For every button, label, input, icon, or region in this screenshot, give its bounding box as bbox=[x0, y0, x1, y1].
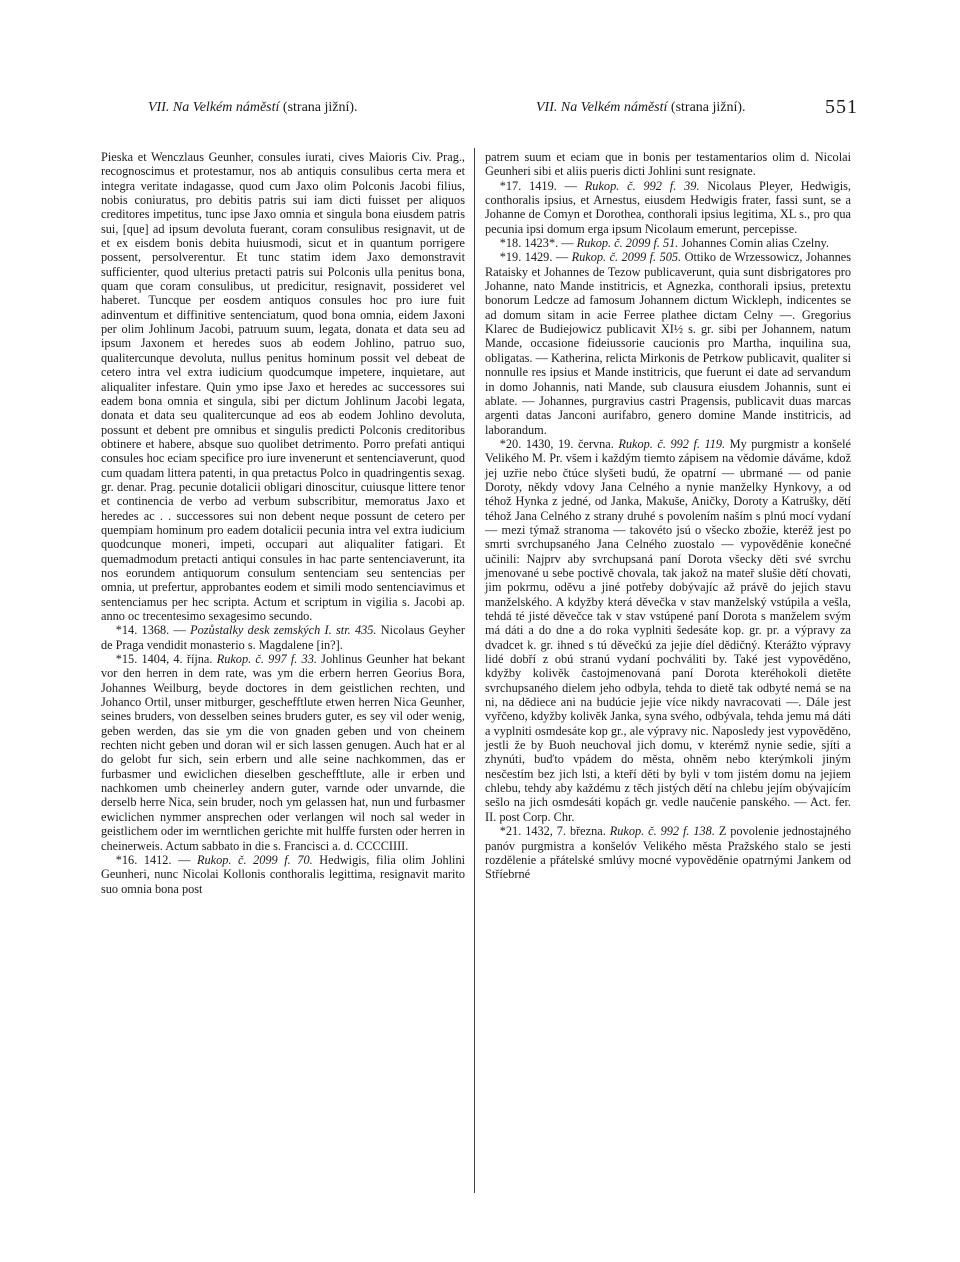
header-left-suffix: (strana jižní). bbox=[282, 100, 358, 115]
header-right-title: VII. Na Velkém náměstí bbox=[536, 100, 668, 115]
header-left bbox=[148, 100, 358, 116]
entry-text: Nicolaus Pleyer, Hedwigis, conthoralis ipsius, et Arnestus, eiusdem Hedwigis frater, fassi sunt, se a Johanne de Comyn et Dorothea, conthorali ipsius legitima, XL s., pro qua pecunia ipsi domum erga ipsum Nicolaum emerunt, percepisse. bbox=[485, 178, 852, 236]
entry-citation: Rukop. č. 992 f. 138. bbox=[609, 824, 715, 839]
paragraph-document-13-continued: Pieska et Wenczlaus Geunher, consules iurati, cives Maioris Civ. Prag., recognoscimus et protestamur, nos ab antiquis consulibus certa mera et integra veritate indagasse, quod cum Jaxo olim Polconis Jacobi filius, nobis coniuratus, pro debitis patris sui iam dicti fuisset per aliquos creditores impetitus, tunc ipse Jaxo omnia et singula bona eiusdem patris sui, [que] ad ipsum devoluta fuerant, coram consulibus resignavit, ut de et ex eisdem bonis debita huiusmodi, sicut et in quantum porrigere possent, persolverentur. Et tunc statim idem Jaxo demonstravit sufficienter, quod ulterius pretacti patris sui Polconis ulla penitus bona, quam que coram consulibus, ut predicitur, resignavit, possideret vel haberet. Tuncque per eosdem antiquos consules hoc pro iure fuit adinventum et diffinitive sentenciatum, quod bona omnia, eidem Jaxoni per olim Johlinum Jacobi, patruum suum, legata, donata et data seu ad ipsum Jaxonem et heredes suos ab eodem Johlino, patruo suo, qualitercunque devoluta, nullus penitus hominum possit vel debeat de cetero intra vel extra iudicium quodcumque impetere, inquietare, aut aliqualiter infestare. Quin ymo ipse Jaxo et heredes ac successores sui eadem bona omnia et singula, sibi per dictum Johlinum Jacobi legata, donata et data seu qualitercunque ad eos ab eodem Johlino devoluta, possunt et debent pre omnibus et singulis predicti Polconis creditoribus obtinere et habere, absque suo quolibet detrimento. Porro prefati antiqui consules hoc eciam specifice pro iure invenerunt et sentenciaverunt, quod cum quadam littera patenti, in qua pretactus Polco in quadringentis sexag. gr. denar. Prag. pecunie dotalicii obligari dinoscitur, cuiusque littere tenor et continencia de verbo ad verbum subscribitur, memoratus Jaxo et heredes ac . . successores sui non debent neque possunt de cetero per quempiam hominum pro eadem dotalicii pecunia intra vel extra iudicium quodcunque moneri, impeti, occupari aut aliqualiter fatigari. Et quemadmodum pretacti antiqui consules in hac parte sentenciaverunt, ita nos eorundem antiquorum consulum sentenciam seu sentencias per omnia, ut prefertur, approbantes eodem et simili modo sentenciavimus et sentenciamus per hec scripta. Actum et scriptum in vigilia s. Jacobi ap. anno oc trecentesimo sexagesimo secundo. bbox=[101, 150, 465, 623]
entry-18 bbox=[485, 236, 851, 250]
left-column bbox=[101, 150, 465, 896]
entry-text: Ottiko de Wrzessowicz, Johannes Rataisky et Johannes de Tezow publicaverunt, quia sunt disbrigatores pro Johanne, nato Mande institricis, et Agnezka, conthorali ipsius, pretextu bonorum Ledcze ad famosum Johannem dictum Wickleph, indicentes se ad domum sitam in acie Ferree plathee dictam Celny —. Gregorius Klarec de Budiejowicz publicavit XI½ s. gr. sibi per Johannem, natum Mande, occasione fideiussorie caucionis pro Martha, inquilina sua, obligatas. — Katherina, relicta Mirkonis de Petrkow publicavit, qualiter si nonnulle res ipsius et Mande institricis, que fuerunt ei date ad servandum in domo Johannis, nati Mande, sub clausura eiusdem Johannis, sunt ei ablate. — Johannes, purgravius castri Pragensis, publicavit duas marcas argenti datas Janconi aurifabro, genero domine Mande institricis, ad laborandum. bbox=[485, 250, 852, 437]
header-left-title: VII. Na Velkém náměstí bbox=[148, 100, 280, 115]
header-right bbox=[536, 100, 746, 116]
entry-number: *20. 1430, 19. června. bbox=[499, 436, 614, 451]
entry-number: *15. 1404, 4. října. bbox=[115, 652, 213, 667]
entry-number: *21. 1432, 7. března. bbox=[499, 824, 606, 839]
entry-citation: Rukop. č. 992 f. 39. bbox=[584, 178, 700, 193]
header-right-suffix: (strana jižní). bbox=[670, 100, 746, 115]
paragraph-entry-16-continued: patrem suum et eciam que in bonis per testamentarios olim d. Nicolai Geunheri sibi et aliis pueris dicti Johlini sunt resignate. bbox=[485, 150, 851, 179]
entry-citation: Rukop. č. 2099 f. 70. bbox=[196, 852, 313, 867]
entry-21 bbox=[485, 824, 851, 881]
entry-text: Nicolaus Geyher de Praga vendidit monasterio s. Magdalene [in?]. bbox=[101, 623, 465, 652]
entry-19 bbox=[485, 250, 851, 436]
entry-14 bbox=[101, 623, 465, 652]
column-divider bbox=[474, 148, 475, 1193]
entry-number: *18. 1423*. — bbox=[499, 236, 574, 251]
entry-text: Johlinus Geunher hat bekant vor den herren in dem rate, was ym die erbern herren Georius Bora, Johannes Weilburg, beyde doctores in dem geistlichen rechten, und Johanco Ortil, unser mitburger, geschefftlute etwen herren Nica Geunher, seines bruders, von desselben seines bruders guter, es sey vil oder wenig, geben werden, das sie ym die von gnaden geben und von cheinem rechten nicht geben und doran wil er sich lassen genugen. Auch hat er al do gelobt fur sich, sein erbern und alle seine nachkommen, das er furbasmer und ewiclichen dieselben geschefftlute, alle ir erben und nachkomen umb cheinerley andern guter, varnde oder unvarnde, die derselb herre Nica, sein bruder, noch ym gelassen hat, nun und furbasmer ewiclichen nymmer ansprechen oder verlangen wil noch sal weder in geistlichem oder im werntlichen gerichte mit hulffe fursten oder herren in cheinerweis. Actum sabbato in die s. Francisci a. d. CCCCIIII. bbox=[101, 652, 465, 853]
entry-citation: Pozůstalky desk zemských I. str. 435. bbox=[190, 623, 377, 638]
entry-text: Johannes Comin alias Czelny. bbox=[681, 236, 829, 251]
entry-citation: Rukop. č. 997 f. 33. bbox=[216, 652, 317, 667]
entry-citation: Rukop. č. 2099 f. 51. bbox=[576, 236, 679, 251]
entry-17 bbox=[485, 179, 851, 236]
page-number: 551 bbox=[825, 96, 858, 118]
running-header bbox=[98, 96, 858, 126]
entry-text: Hedwigis, filia olim Johlini Geunheri, nunc Nicolai Kollonis conthoralis legittima, resignavit marito suo omnia bona post bbox=[101, 852, 466, 896]
entry-number: *17. 1419. — bbox=[499, 178, 577, 193]
entry-citation: Rukop. č. 992 f. 119. bbox=[618, 436, 726, 451]
right-column bbox=[485, 150, 851, 882]
entry-number: *14. 1368. — bbox=[115, 623, 186, 638]
entry-text: Z povolenie jednostajného panóv purgmistra a konšelóv Velikého města Pražského stalo se jesti rozdělenie a přátelské smlúvy mocné vypověděnie opatrnými Jankem od Stříebrné bbox=[485, 824, 851, 882]
entry-text: My purgmistr a konšelé Velikého M. Pr. všem i každým tiemto zápisem na vědomie dáváme, kdož jej uzřie nebo čtúce slyšeti budú, že opatrní — ubrmané — od panie Doroty, někdy vdovy Jana Celného a nynie manželky Hynkovy, a od téhož Hynka z jedné, od Janka, Makuše, Aničky, Doroty a Katrušky, dětí téhož Jana Celného z strany druhé s povolením naším s plnú mocí vydaní — mezi týmaž stranoma — takovéto jsú o všecko zbožie, kteréž jest po smrti svrchupsaného Jana Celného zuostalo — vypověděnie konečné učinili: Najprv aby svrchupsaná paní Dorota všecky děti své svrchu jmenované u sebe poctivě chovala, tak jakož na mateř slušie dětí chovati, jim pokrmu, oděvu a jiné potřeby dobývajíc až právě do jejich stavu manželského. A kdyžby která děvečka v stav manželský vstúpila a vešla, tehdá té jisté děvečce tak v stav vstúpené paní Dorota s manželem svým má dáti a do dne a do roka vyplniti šedesáte kop. gr. pr. a výpravy za dvadcet k. gr. ihned s tú děvečkú za jejie díel dědičný. Kterážto výpravy lidé dobří z obú stranú vydaní pochváliti by. Také jest vypověděno, kdyžby kolivěk častojmenovaná paní Dorota kteréhokoli dietěte svrchupsaného dielem jeho odbyla, tehda to dietě tak odbyté nemá se na ni, na dědiece ani na budúcie jejie více nikdy navracovati —. Dále jest vyřčeno, kdyžby kolivěk Janka, syna svého, odbývala, tehda jemu má dáti a vyplniti osmdesáte kop gr., ale výpravy nic. Naposledy jest vypověděno, jestli že by Buoh neuchoval jich domu, v kterémž nynie sedie, sjíti a zhynúti, buďto vpádem do města, ohněm nebo kterýmkoli jiným nesčestím bez jich lsti, a kteří děti by byli v tom jistém domu na jejiem chlebu, tehdy aby každému z těch jistých dětí na chlebu jejím obývajícím sešlo na jich osmdesáti kopách gr. vedle naučenie panského. — Act. fer. II. post Corp. Chr. bbox=[485, 436, 851, 824]
entry-16 bbox=[101, 853, 465, 896]
entry-citation: Rukop. č. 2099 f. 505. bbox=[571, 250, 682, 265]
entry-20 bbox=[485, 437, 851, 824]
entry-number: *16. 1412. — bbox=[115, 852, 191, 867]
entry-15 bbox=[101, 652, 465, 853]
entry-number: *19. 1429. — bbox=[499, 250, 569, 265]
